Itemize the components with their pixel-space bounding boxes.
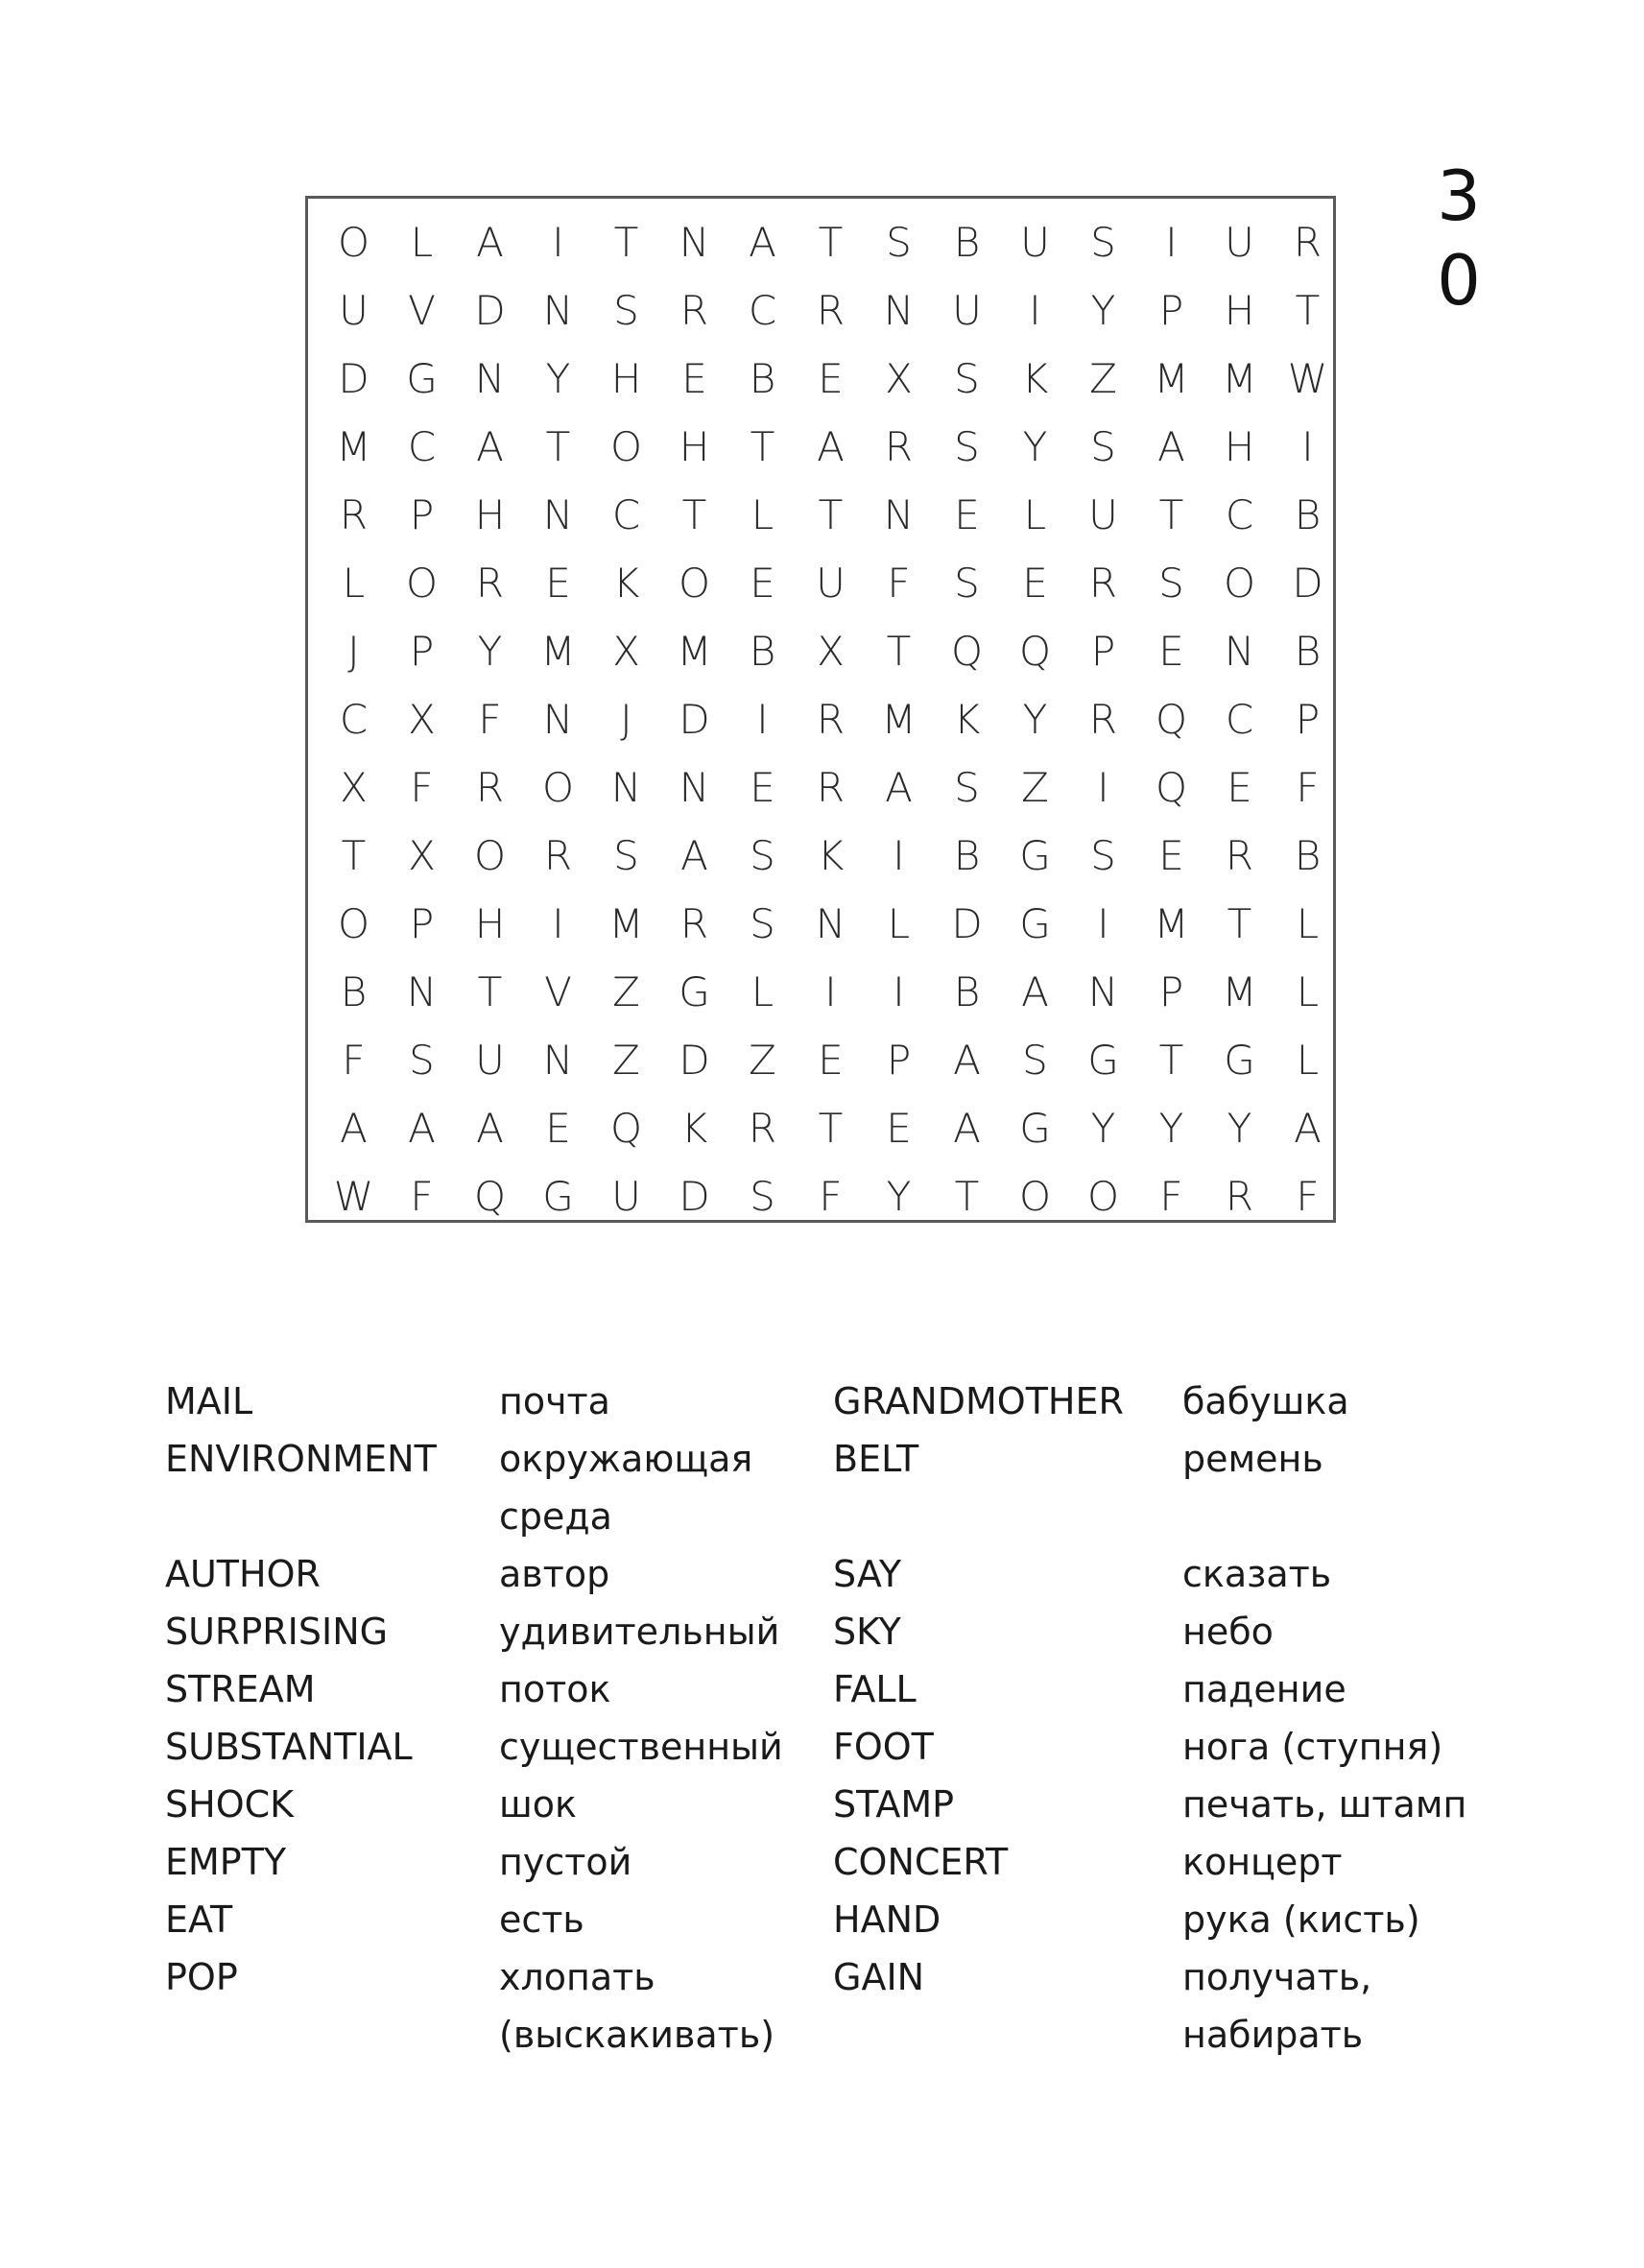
grid-letter[interactable]: M [677,628,712,675]
grid-letter[interactable]: H [1224,423,1255,470]
grid-letter[interactable]: N [883,491,915,538]
grid-letter[interactable]: Q [1155,696,1188,743]
grid-letter[interactable]: L [751,968,774,1015]
grid-letter[interactable]: A [476,423,504,470]
grid-letter[interactable]: G [406,355,438,402]
grid-letter[interactable]: H [474,491,506,538]
word-translation: есть [499,1898,584,1941]
grid-letter[interactable]: U [1088,491,1118,538]
grid-letter[interactable]: I [552,900,564,947]
grid-letter[interactable]: S [1158,560,1184,607]
grid-letter[interactable]: T [1295,287,1321,334]
grid-letter[interactable]: B [1294,491,1322,538]
word-translation: хлопать (выскакивать) [499,1956,775,2056]
grid-letter[interactable]: H [474,900,506,947]
grid-letter[interactable]: L [1296,900,1320,947]
grid-letter[interactable]: R [475,560,505,607]
word-translation: печать, штамп [1182,1783,1467,1826]
grid-letter[interactable]: Y [477,628,503,675]
grid-letter[interactable]: I [824,968,837,1015]
grid-letter[interactable]: Q [473,1173,507,1220]
grid-letter[interactable]: S [1090,832,1116,879]
word-translation: пустой [499,1841,632,1883]
grid-letter[interactable]: G [1224,1037,1255,1084]
grid-letter[interactable]: P [409,491,435,538]
grid-letter[interactable]: D [1292,560,1323,607]
grid-letter[interactable]: U [952,287,982,334]
grid-letter[interactable]: F [819,1173,843,1220]
grid-letter[interactable]: Z [612,1037,640,1084]
grid-letter[interactable]: Y [886,1173,912,1220]
grid-letter[interactable]: S [1090,219,1116,266]
grid-letter[interactable]: F [410,1173,434,1220]
grid-letter[interactable]: P [1295,696,1321,743]
grid-letter[interactable]: R [339,491,369,538]
word-english: SUBSTANTIAL [165,1726,413,1768]
grid-letter[interactable]: R [816,287,846,334]
grid-letter[interactable]: I [1165,219,1178,266]
grid-letter[interactable]: C [611,491,641,538]
grid-letter[interactable]: Y [1022,696,1048,743]
grid-letter[interactable]: P [886,1037,912,1084]
grid-letter[interactable]: R [475,764,505,811]
grid-letter[interactable]: E [1022,560,1048,607]
grid-letter[interactable]: O [678,560,711,607]
grid-letter[interactable]: A [953,1037,981,1084]
word-english: SAY [833,1553,902,1595]
word-translation: автор [499,1553,610,1595]
grid-letter[interactable]: L [887,900,911,947]
grid-letter[interactable]: T [681,491,707,538]
word-english: SURPRISING [165,1611,389,1653]
grid-letter[interactable]: Q [1155,764,1188,811]
grid-letter[interactable]: X [408,696,436,743]
word-english: POP [165,1956,238,1998]
word-translation: ремень [1182,1438,1323,1480]
word-translation: получать, набирать [1182,1956,1372,2056]
word-translation: существенный [499,1726,783,1768]
grid-letter[interactable]: A [953,1105,981,1152]
grid-letter[interactable]: E [545,560,571,607]
grid-letter[interactable]: Y [1090,287,1116,334]
grid-letter[interactable]: X [885,355,913,402]
grid-letter[interactable]: D [338,355,369,402]
grid-letter[interactable]: S [954,560,980,607]
word-translation: бабушка [1182,1380,1349,1422]
word-translation: поток [499,1668,611,1710]
grid-letter[interactable]: D [679,696,710,743]
word-english: GAIN [833,1956,925,1998]
grid-letter[interactable]: V [544,968,572,1015]
grid-letter[interactable]: Q [950,628,984,675]
grid-letter[interactable]: B [953,219,981,266]
grid-letter[interactable]: E [545,1105,571,1152]
grid-letter[interactable]: A [1294,1105,1322,1152]
word-search-grid [320,208,1342,1230]
grid-letter[interactable]: S [954,423,980,470]
grid-letter[interactable]: R [816,696,846,743]
grid-letter[interactable]: Y [1090,1105,1116,1152]
grid-letter[interactable]: M [1222,355,1257,402]
grid-letter[interactable]: P [1090,628,1116,675]
grid-letter[interactable]: S [750,1173,775,1220]
word-english: ENVIRONMENT [165,1438,437,1480]
grid-letter[interactable]: N [542,696,574,743]
grid-letter[interactable]: F [887,560,911,607]
grid-letter[interactable]: D [679,1173,710,1220]
grid-letter[interactable]: E [750,764,775,811]
grid-letter[interactable]: T [818,219,844,266]
grid-letter[interactable]: P [409,628,435,675]
grid-letter[interactable]: E [818,355,844,402]
grid-letter[interactable]: B [749,628,776,675]
grid-letter[interactable]: R [679,287,709,334]
grid-letter[interactable]: T [818,491,844,538]
word-english: SHOCK [165,1783,295,1826]
grid-letter[interactable]: O [609,423,643,470]
grid-letter[interactable]: O [405,560,439,607]
grid-letter[interactable]: R [1225,1173,1254,1220]
grid-letter[interactable]: Y [1022,423,1048,470]
word-translation: окружающая среда [499,1438,753,1538]
word-translation: рука (кисть) [1182,1898,1420,1941]
grid-letter[interactable]: S [886,219,912,266]
grid-letter[interactable]: T [818,1105,844,1152]
grid-letter[interactable]: O [1018,1173,1052,1220]
grid-letter[interactable]: E [1227,764,1252,811]
grid-letter[interactable]: S [1022,1037,1048,1084]
grid-letter[interactable]: L [410,219,434,266]
grid-letter[interactable]: C [1225,491,1254,538]
grid-letter[interactable]: M [1222,968,1257,1015]
grid-letter[interactable]: N [1224,628,1255,675]
grid-letter[interactable]: B [1294,628,1322,675]
grid-letter[interactable]: N [542,1037,574,1084]
word-translation: концерт [1182,1841,1343,1883]
grid-letter[interactable]: I [1097,900,1109,947]
grid-letter[interactable]: L [1296,1037,1320,1084]
grid-letter[interactable]: N [474,355,506,402]
grid-letter[interactable]: S [613,287,639,334]
grid-letter[interactable]: Y [1158,1105,1184,1152]
grid-letter[interactable]: L [342,560,366,607]
grid-letter[interactable]: T [750,423,775,470]
grid-letter[interactable]: U [1225,219,1254,266]
grid-letter[interactable]: Z [612,968,640,1015]
grid-letter[interactable]: P [1158,287,1184,334]
grid-letter[interactable]: G [1019,900,1051,947]
grid-letter[interactable]: Y [545,355,571,402]
grid-letter[interactable]: I [893,968,905,1015]
grid-letter[interactable]: C [748,287,777,334]
grid-letter[interactable]: E [750,560,775,607]
grid-letter[interactable]: N [679,219,710,266]
grid-letter[interactable]: R [1088,696,1118,743]
grid-letter[interactable]: A [1157,423,1185,470]
word-english: AUTHOR [165,1553,321,1595]
grid-letter[interactable]: T [954,1173,980,1220]
grid-letter[interactable]: D [951,900,983,947]
grid-letter[interactable]: R [816,764,846,811]
grid-letter[interactable]: V [408,287,436,334]
grid-letter[interactable]: T [1227,900,1252,947]
page-number-digit: 0 [1437,240,1481,321]
grid-letter[interactable]: K [612,560,640,607]
grid-letter[interactable]: N [679,764,710,811]
grid-letter[interactable]: R [679,900,709,947]
grid-letter[interactable]: D [679,1037,710,1084]
page-number-digit: 3 [1437,155,1481,236]
word-english: BELT [833,1438,919,1480]
word-english: STREAM [165,1668,316,1710]
grid-letter[interactable]: S [954,355,980,402]
grid-letter[interactable]: I [756,696,769,743]
grid-letter[interactable]: A [340,1105,368,1152]
grid-letter[interactable]: I [1029,287,1041,334]
word-translation: удивительный [499,1611,780,1653]
grid-letter[interactable]: T [1158,1037,1184,1084]
grid-letter[interactable]: U [475,1037,505,1084]
grid-letter[interactable]: R [1225,832,1254,879]
word-list [165,1373,1509,2064]
word-search-grid-frame [305,196,1336,1223]
word-english: GRANDMOTHER [833,1380,1124,1422]
grid-letter[interactable]: E [1158,832,1184,879]
grid-letter[interactable]: T [613,219,639,266]
grid-letter[interactable]: A [885,764,913,811]
word-english: STAMP [833,1783,955,1826]
grid-letter[interactable]: S [1090,423,1116,470]
grid-letter[interactable]: T [886,628,912,675]
grid-letter[interactable]: U [1020,219,1050,266]
grid-letter[interactable]: H [1224,287,1255,334]
grid-letter[interactable]: K [1021,355,1049,402]
grid-letter[interactable]: U [339,287,369,334]
word-translation: сказать [1182,1553,1332,1595]
grid-letter[interactable]: H [679,423,710,470]
grid-letter[interactable]: Y [1227,1105,1252,1152]
grid-letter[interactable]: P [409,900,435,947]
word-translation: нога (ступня) [1182,1726,1443,1768]
grid-letter[interactable]: F [410,764,434,811]
grid-letter[interactable]: S [409,1037,435,1084]
grid-letter[interactable]: I [893,832,905,879]
grid-letter[interactable]: M [1154,900,1189,947]
grid-letter[interactable]: N [542,287,574,334]
grid-letter[interactable]: Q [1018,628,1052,675]
grid-letter[interactable]: W [333,1173,374,1220]
grid-letter[interactable]: U [816,560,846,607]
grid-letter[interactable]: B [340,968,368,1015]
grid-letter[interactable]: O [1223,560,1256,607]
grid-letter[interactable]: N [883,287,915,334]
word-translation: небо [1182,1611,1274,1653]
grid-letter[interactable]: L [1296,968,1320,1015]
grid-letter[interactable]: L [1023,491,1047,538]
grid-letter[interactable]: F [342,1037,366,1084]
grid-letter[interactable]: R [1293,219,1322,266]
grid-letter[interactable]: G [1019,832,1051,879]
grid-letter[interactable]: N [542,491,574,538]
grid-letter[interactable]: X [408,832,436,879]
grid-letter[interactable]: R [748,1105,777,1152]
word-translation: шок [499,1783,577,1826]
grid-letter[interactable]: I [1097,764,1109,811]
grid-letter[interactable]: A [476,219,504,266]
grid-letter[interactable]: P [1158,968,1184,1015]
grid-letter[interactable]: T [477,968,503,1015]
grid-letter[interactable]: I [552,219,564,266]
grid-letter[interactable]: J [347,628,360,675]
grid-letter[interactable]: M [336,423,371,470]
grid-letter[interactable]: F [478,696,502,743]
grid-letter[interactable]: D [474,287,506,334]
grid-letter[interactable]: L [751,491,774,538]
grid-letter[interactable]: S [954,764,980,811]
grid-letter[interactable]: G [679,968,710,1015]
grid-letter[interactable]: B [953,968,981,1015]
word-translation: почта [499,1380,610,1422]
grid-letter[interactable]: B [749,355,776,402]
grid-letter[interactable]: O [337,900,370,947]
grid-letter[interactable]: A [408,1105,436,1152]
grid-letter[interactable]: N [406,968,438,1015]
grid-letter[interactable]: M [881,696,917,743]
grid-letter[interactable]: J [620,696,632,743]
grid-letter[interactable]: A [680,832,708,879]
grid-letter[interactable]: S [750,900,775,947]
grid-letter[interactable]: B [953,832,981,879]
grid-letter[interactable]: B [1294,832,1322,879]
grid-letter[interactable]: M [1154,355,1189,402]
grid-letter[interactable]: H [610,355,642,402]
word-translation: падение [1182,1668,1346,1710]
grid-letter[interactable]: T [545,423,571,470]
grid-letter[interactable]: O [541,764,575,811]
grid-letter[interactable]: G [1019,1105,1051,1152]
grid-letter[interactable]: O [337,219,370,266]
grid-letter[interactable]: C [339,696,369,743]
grid-letter[interactable]: A [1021,968,1049,1015]
grid-letter[interactable]: O [1086,1173,1120,1220]
word-english: FOOT [833,1726,934,1768]
grid-letter[interactable]: Z [1089,355,1117,402]
word-english: HAND [833,1898,941,1941]
word-english: SKY [833,1611,901,1653]
grid-letter[interactable]: Q [609,1105,643,1152]
grid-letter[interactable]: C [407,423,437,470]
word-english: EAT [165,1898,233,1941]
word-english: CONCERT [833,1841,1009,1883]
grid-letter[interactable]: U [611,1173,641,1220]
grid-letter[interactable]: E [818,1037,844,1084]
grid-letter[interactable]: I [1301,423,1314,470]
grid-letter[interactable]: E [886,1105,912,1152]
grid-letter[interactable]: K [953,696,981,743]
grid-letter[interactable]: N [610,764,642,811]
grid-letter[interactable]: E [681,355,707,402]
grid-letter[interactable]: X [612,628,640,675]
grid-letter[interactable]: F [1159,1173,1183,1220]
grid-letter[interactable]: T [1158,491,1184,538]
grid-letter[interactable]: F [1296,1173,1320,1220]
grid-letter[interactable]: R [884,423,914,470]
grid-letter[interactable]: W [1287,355,1328,402]
grid-letter[interactable]: A [817,423,845,470]
grid-letter[interactable]: G [1087,1037,1119,1084]
grid-letter[interactable]: A [476,1105,504,1152]
word-english: FALL [833,1668,917,1710]
word-english: MAIL [165,1380,253,1422]
grid-letter[interactable]: R [1088,560,1118,607]
grid-letter[interactable]: M [608,900,644,947]
grid-letter[interactable]: Z [1021,764,1049,811]
grid-letter[interactable]: C [1225,696,1254,743]
grid-letter[interactable]: E [954,491,980,538]
word-english: EMPTY [165,1841,287,1883]
grid-letter[interactable]: N [1087,968,1119,1015]
grid-letter[interactable]: N [815,900,846,947]
grid-letter[interactable]: T [341,832,367,879]
grid-letter[interactable]: F [1296,764,1320,811]
grid-letter[interactable]: A [749,219,776,266]
grid-letter[interactable]: X [817,628,845,675]
grid-letter[interactable]: Z [749,1037,776,1084]
grid-letter[interactable]: K [680,1105,708,1152]
grid-letter[interactable]: O [473,832,507,879]
grid-letter[interactable]: E [1158,628,1184,675]
grid-letter[interactable]: G [542,1173,574,1220]
grid-letter[interactable]: M [540,628,576,675]
grid-letter[interactable]: S [750,832,775,879]
grid-letter[interactable]: S [613,832,639,879]
page-number [1420,154,1497,322]
grid-letter[interactable]: R [543,832,573,879]
grid-letter[interactable]: K [817,832,845,879]
grid-letter[interactable]: X [340,764,368,811]
